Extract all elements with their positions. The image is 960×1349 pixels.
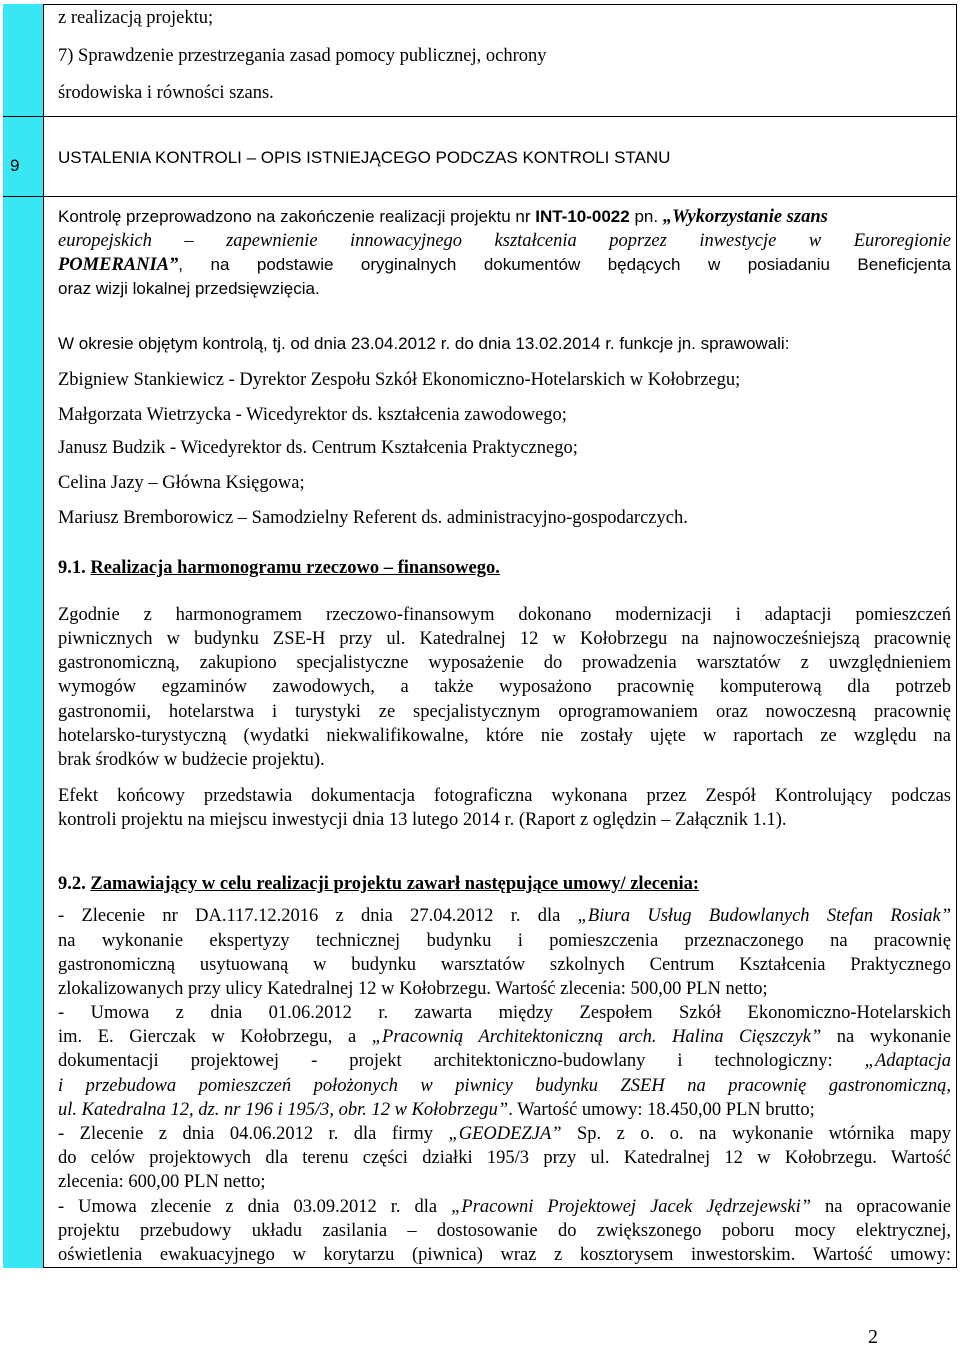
intro-line-3: POMERANIA”, na podstawie oryginalnych dokumentów będących w posiadaniu Beneficjenta xyxy=(58,255,951,275)
row-divider xyxy=(3,116,957,117)
section-title: USTALENIA KONTROLI – OPIS ISTNIEJĄCEGO PODCZAS KONTROLI STANU xyxy=(58,148,671,167)
subsection-9-1-heading: 9.1. Realizacja harmonogramu rzeczowo – finansowego. xyxy=(58,558,500,578)
effect-line: Efekt końcowy przedstawia dokumentacja fotograficzna wykonana przez Zespół Kontrolujący podczas xyxy=(58,786,951,806)
effect-line: kontroli projektu na miejscu inwestycji dnia 13 lutego 2014 r. (Raport z oględzin – Załącznik 1.1). xyxy=(58,810,787,830)
paragraph-line: hotelarsko-turystyczną (wydatki niekwalifikowalne, które nie zostały ujęte w raportach ze względu na xyxy=(58,726,951,746)
contract-line: gastronomiczną usytuowaną w budynku warsztatów szkolnych Centrum Kształcenia Praktycznego xyxy=(58,955,951,975)
text-line: 7) Sprawdzenie przestrzegania zasad pomocy publicznej, ochrony xyxy=(58,46,547,66)
paragraph-line: gastronomiczną, zakupiono specjalistyczne wyposażenie do prowadzenia warsztatów z uwzględnieniem xyxy=(58,653,951,673)
contract-line: - Zlecenie nr DA.117.12.2016 z dnia 27.04.2012 r. dla „Biura Usług Budowlanych Stefan Rosiak” xyxy=(58,906,951,926)
contract-line: - Umowa zlecenie z dnia 03.09.2012 r. dla „Pracowni Projektowej Jacek Jędrzejewski” na opracowanie xyxy=(58,1197,952,1217)
paragraph-line: piwnicznych w budynku ZSE-H przy ul. Katedralnej 12 w Kołobrzegu na najnowocześniejszą pracownię xyxy=(58,629,951,649)
text-line: środowiska i równości szans. xyxy=(58,83,274,103)
contract-line: - Umowa z dnia 01.06.2012 r. zawarta między Zespołem Szkół Ekonomiczno-Hotelarskich xyxy=(58,1003,951,1023)
contract-line: oświetlenia ewakuacyjnego w korytarzu (piwnica) wraz z kosztorysem inwestorskim. Wartość umowy: xyxy=(58,1245,951,1265)
section-number: 9 xyxy=(10,156,20,175)
person-4: Celina Jazy – Główna Księgowa; xyxy=(58,473,305,493)
contract-line: projektu przebudowy układu zasilania – dostosowanie do zwiększonego poboru mocy elektrycznej, xyxy=(58,1221,951,1241)
person-3: Janusz Budzik - Wicedyrektor ds. Centrum Kształcenia Praktycznego; xyxy=(58,438,578,458)
paragraph-line: gastronomii, hotelarstwa i turystyki ze specjalistycznym oprogramowaniem oraz nowoczesną pracownię xyxy=(58,702,951,722)
row-divider xyxy=(3,196,957,197)
contract-line: - Zlecenie z dnia 04.06.2012 r. dla firmy „GEODEZJA” Sp. z o. o. na wykonanie wtórnika mapy xyxy=(58,1124,951,1144)
text-line: z realizacją projektu; xyxy=(58,8,214,28)
contract-line: zlokalizowanych przy ulicy Katedralnej 12 w Kołobrzegu. Wartość zlecenia: 500,00 PLN netto; xyxy=(58,979,768,999)
person-5: Mariusz Bremborowicz – Samodzielny Referent ds. administracyjno-gospodarczych. xyxy=(58,508,688,528)
contract-line: ul. Katedralna 12, dz. nr 196 i 195/3, obr. 12 w Kołobrzegu”. Wartość umowy: 18.450,00 PLN brutto; xyxy=(58,1100,815,1120)
intro-line-1: Kontrolę przeprowadzono na zakończenie realizacji projektu nr INT-10-0022 pn. „Wykorzystanie szans xyxy=(58,207,828,227)
contract-line: do celów projektowych dla terenu części działki 195/3 przy ul. Katedralnej 12 w Kołobrzegu. Wartość xyxy=(58,1148,951,1168)
contract-line: im. E. Gierczak w Kołobrzegu, a „Pracownią Architektoniczną arch. Halina Cięszczyk” na wykonanie xyxy=(58,1027,952,1047)
person-2: Małgorzata Wietrzycka - Wicedyrektor ds. kształcenia zawodowego; xyxy=(58,405,567,425)
paragraph-line: brak środków w budżecie projektu). xyxy=(58,750,325,770)
paragraph-line: Zgodnie z harmonogramem rzeczowo-finansowym dokonano modernizacji i adaptacji pomieszczeń xyxy=(58,605,951,625)
number-column xyxy=(3,4,44,1268)
contract-line: dokumentacji projektowej - projekt architektoniczno-budowlany i technologiczny: „Adaptacja xyxy=(58,1051,951,1071)
page-number: 2 xyxy=(868,1326,878,1348)
intro-line-4: oraz wizji lokalnej przedsięwzięcia. xyxy=(58,279,320,298)
period-line: W okresie objętym kontrolą, tj. od dnia 23.04.2012 r. do dnia 13.02.2014 r. funkcje jn. sprawowali: xyxy=(58,334,790,353)
contract-line: na wykonanie ekspertyzy technicznej budynku i pomieszczenia przeznaczonego na pracownię xyxy=(58,931,951,951)
contract-line: i przebudowa pomieszczeń położonych w piwnicy budynku ZSEH na pracownię gastronomiczną, xyxy=(58,1076,951,1096)
intro-line-2: europejskich – zapewnienie innowacyjnego kształcenia poprzez inwestycje w Euroregionie xyxy=(58,231,951,251)
subsection-9-2-heading: 9.2. Zamawiający w celu realizacji projektu zawarł następujące umowy/ zlecenia: xyxy=(58,874,700,894)
contract-line: zlecenia: 600,00 PLN netto; xyxy=(58,1172,266,1192)
paragraph-line: wymogów egzaminów zawodowych, a także wyposażono pracownię komputerową dla potrzeb xyxy=(58,677,951,697)
person-1: Zbigniew Stankiewicz - Dyrektor Zespołu Szkół Ekonomiczno-Hotelarskich w Kołobrzegu; xyxy=(58,370,741,390)
